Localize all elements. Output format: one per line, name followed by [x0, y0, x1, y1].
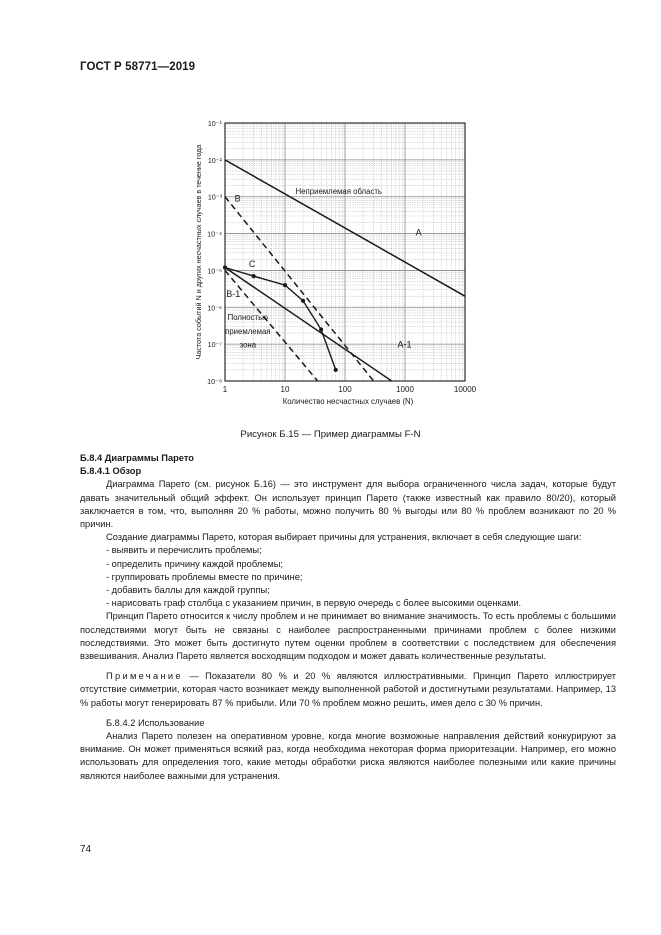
series-line-b — [225, 197, 374, 381]
series-line-b-1 — [225, 270, 318, 381]
y-tick-label: 10⁻² — [207, 155, 222, 165]
section-body — [80, 452, 616, 783]
paragraph-intro: Диаграмма Парето (см. рисунок Б.16) — это инструмент для выбора ограниченного числа задач, которые будут давать значительный общий эффект. Он использует принцип Парето (также известный как правило 80/20), который заключается в том, что, выполняя 20 % работы, можно получить 80 % выгоды или 80 % проблем возникают по 20 % причин. — [80, 479, 616, 530]
region-label-acceptable: зона — [239, 340, 257, 350]
note-label: Примечание — [106, 671, 183, 682]
list-item: - нарисовать граф столбца с указанием причин, в первую очередь с более высокими оценками. — [106, 598, 522, 609]
data-point — [283, 283, 287, 287]
paragraph-principle: Принцип Парето относится к числу проблем и не принимает во внимание значимость. То есть проблемы с большими последствиями могут быть не связаны с наиболее распространенными причинами проблем с более низкими последствиями. Это может быть достигнуто путем оценки проблем в соответствии с последствием для обеспечения взвешивания. Анализ Парето является восходящим подходом и может давать количественные результаты. — [80, 611, 616, 662]
series-line-a-1 — [225, 268, 392, 381]
region-label-acceptable: приемлемая — [225, 326, 271, 336]
note-text: — Показатели 80 % и 20 % являются иллюстративными. Принцип Парето иллюстрирует отсутствие симметрии, которая часто возникает между выполненной работой и достигнутыми результатами. Например, 13 % работы могут генерировать 87 % прибыли. Или 70 % проблем можно решить, имея дело с 30 % причин. — [80, 671, 616, 708]
series-label-b: B — [234, 193, 241, 204]
data-point — [319, 327, 323, 331]
series-label-a: A — [415, 227, 422, 238]
x-axis-label: Количество несчастных случаев (N) — [282, 397, 414, 406]
list-item: - добавить баллы для каждой группы; — [106, 585, 270, 596]
series-label-a-1: A-1 — [397, 339, 412, 350]
region-label-unacceptable: Неприемлемая область — [295, 186, 382, 196]
x-tick-label: 10000 — [453, 385, 477, 394]
steps-list — [80, 544, 616, 610]
x-tick-label: 1 — [222, 385, 228, 394]
series-label-b-1: B-1 — [226, 289, 241, 300]
y-axis-label: Частота событий N и других несчастных случаев в течение года — [194, 144, 203, 360]
subsection-heading-overview: Б.8.4.1 Обзор — [80, 466, 142, 477]
figure-caption: Рисунок Б.15 — Пример диаграммы F-N — [240, 429, 421, 440]
section-heading: Б.8.4 Диаграммы Парето — [80, 453, 194, 463]
data-point — [334, 368, 338, 372]
y-tick-label: 10⁻⁶ — [207, 303, 222, 313]
list-item: - определить причину каждой проблемы; — [106, 558, 283, 569]
y-tick-label: 10⁻⁵ — [207, 266, 222, 276]
region-label-acceptable: Полностью — [227, 313, 268, 323]
y-tick-label: 10⁻⁸ — [207, 377, 222, 386]
x-tick-label: 100 — [338, 385, 352, 394]
list-item: - выявить и перечислить проблемы; — [106, 545, 262, 556]
y-tick-label: 10⁻¹ — [207, 119, 222, 128]
y-tick-label: 10⁻⁷ — [207, 340, 222, 350]
series-label-c: C — [248, 258, 256, 269]
fn-diagram-chart — [180, 108, 480, 423]
list-item: - группировать проблемы вместе по причине; — [106, 571, 303, 582]
note — [80, 670, 616, 710]
y-tick-label: 10⁻³ — [207, 192, 222, 202]
document-header: ГОСТ Р 58771—2019 — [80, 61, 196, 73]
x-tick-label: 1000 — [396, 385, 414, 394]
page-number: 74 — [80, 844, 92, 855]
chart-grid — [225, 123, 465, 381]
subsection-heading-usage: Б.8.4.2 Использование — [106, 717, 205, 728]
y-tick-label: 10⁻⁴ — [207, 229, 222, 239]
data-point — [252, 274, 256, 278]
paragraph-usage: Анализ Парето полезен на оперативном уровне, когда многие возможные направления действий конкурируют за внимание. Он может применяться всякий раз, когда необходима некоторая форма приоритезации. Например, его можно использовать для определения того, какие методы обработки риска являются наиболее полезными или какие причины являются наиболее важными для устранения. — [80, 731, 616, 781]
x-tick-label: 10 — [280, 385, 290, 394]
paragraph-steps-intro: Создание диаграммы Парето, которая выбирает причины для устранения, включает в себя следующие шаги: — [106, 532, 582, 543]
data-point — [301, 299, 305, 303]
